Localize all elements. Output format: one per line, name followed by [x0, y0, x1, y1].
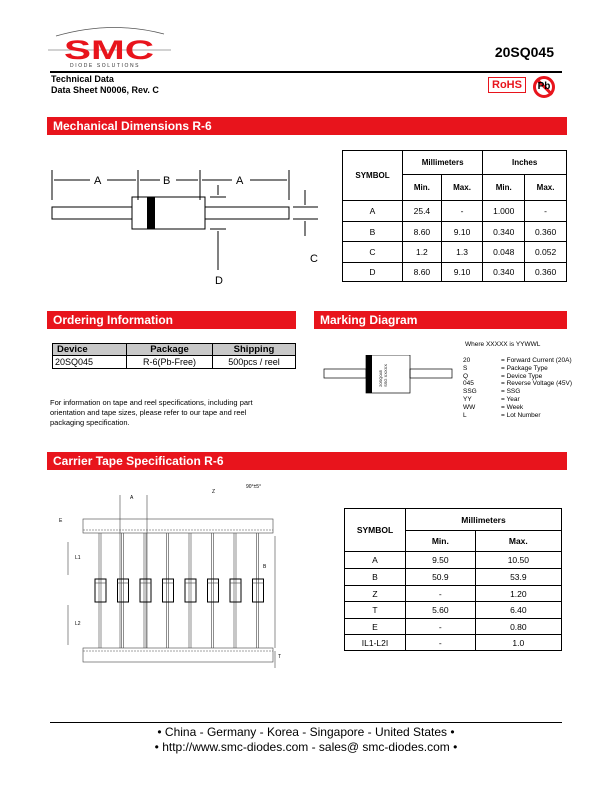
svg-text:DIODE SOLUTIONS: DIODE SOLUTIONS: [70, 63, 141, 69]
dim-label-b: B: [163, 175, 171, 187]
table-row: A 9.50 10.50: [345, 552, 562, 569]
marking-diagram-heading: Marking Diagram: [314, 311, 567, 329]
legend-item: Q = Device Type: [463, 372, 543, 380]
ordering-note: For information on tape and reel specifications, including part orientation and tape sizes, please refer to our tape and reel packaging specification.: [50, 398, 253, 427]
taped-diode: [95, 533, 106, 648]
mechanical-dimensions-heading: Mechanical Dimensions R-6: [47, 117, 567, 135]
col-device: Device: [53, 344, 127, 356]
rohs-badge: RoHS: [488, 77, 526, 93]
legend-item: WW = Week: [463, 403, 524, 411]
dim-label-a2: A: [236, 175, 244, 187]
legend-item: 20 = Forward Current (20A): [463, 357, 572, 364]
taped-diode: [208, 533, 219, 648]
carrier-tape-drawing: [50, 480, 295, 670]
r6-dimension-drawing: [50, 160, 335, 290]
legend-item: S = Package Type: [463, 364, 548, 372]
footer-rule: [50, 722, 562, 723]
taped-diode: [253, 533, 264, 648]
label-a: A: [130, 495, 134, 501]
table-row: IL1-L2I - 1.0: [345, 635, 562, 651]
pb-label: Pb: [537, 81, 551, 92]
part-number: 20SQ045: [494, 44, 554, 60]
svg-text:SMC: SMC: [64, 35, 154, 65]
col-max: Max.: [475, 531, 561, 552]
legend-item: YY = Year: [463, 395, 520, 403]
carrier-tape-heading: Carrier Tape Specification R-6: [47, 452, 567, 470]
table-row: D 8.60 9.10 0.340 0.360: [343, 263, 567, 282]
technical-data-label: Technical Data: [51, 74, 114, 84]
col-millimeters: Millimeters: [406, 509, 562, 531]
dimensions-table: [342, 150, 567, 282]
col-symbol: SYMBOL: [343, 151, 403, 201]
label-l1: L1: [75, 555, 81, 561]
taped-diode: [140, 533, 151, 648]
footer-locations: • China - Germany - Korea - Singapore - United States •: [157, 725, 455, 739]
col-min: Min.: [403, 175, 442, 201]
label-b: B: [263, 564, 267, 570]
col-max: Max.: [525, 175, 567, 201]
table-row: 20SQ045 R-6(Pb-Free) 500pcs / reel: [53, 356, 296, 369]
dim-label-a1: A: [94, 175, 102, 187]
taped-diode: [118, 533, 129, 648]
data-sheet-label: Data Sheet N0006, Rev. C: [51, 85, 159, 95]
dim-label-d: D: [215, 275, 223, 287]
table-row: C 1.2 1.3 0.048 0.052: [343, 242, 567, 263]
taped-diode: [230, 533, 241, 648]
table-row: B 50.9 53.9: [345, 569, 562, 586]
taped-diode: [163, 533, 174, 648]
dim-label-c: C: [310, 253, 318, 265]
col-shipping: Shipping: [213, 344, 296, 356]
carrier-table: [344, 508, 562, 651]
col-min: Min.: [406, 531, 476, 552]
col-max: Max.: [441, 175, 483, 201]
footer-contact[interactable]: • http://www.smc-diodes.com - sales@ smc-diodes.com •: [154, 740, 458, 754]
table-row: A 25.4 - 1.000 -: [343, 201, 567, 222]
legend-item: 045 = Reverse Voltage (45V): [463, 380, 572, 388]
marking-where: Where XXXXX is YYWWL: [465, 341, 541, 348]
pb-free-icon: [533, 76, 555, 98]
marking-legend: [463, 357, 572, 419]
ordering-information-heading: Ordering Information: [47, 311, 296, 329]
marking-diode-drawing: [323, 355, 453, 395]
legend-item: SSG = SSG: [463, 388, 521, 396]
col-millimeters: Millimeters: [403, 151, 483, 175]
table-row: Z - 1.20: [345, 586, 562, 602]
legend-item: L = Lot Number: [463, 411, 541, 419]
label-e: E: [59, 518, 63, 524]
label-t: T: [278, 654, 282, 660]
col-package: Package: [127, 344, 213, 356]
table-row: T 5.60 6.40: [345, 602, 562, 619]
label-angle: 90°±5°: [246, 484, 262, 490]
col-min: Min.: [483, 175, 525, 201]
marking-body-text: 20SQ045 SSG XXXXX: [378, 364, 388, 387]
header-rule: [50, 71, 562, 73]
col-symbol: SYMBOL: [345, 509, 406, 552]
label-z: Z: [212, 489, 216, 495]
table-row: E - 0.80: [345, 619, 562, 635]
table-row: B 8.60 9.10 0.340 0.360: [343, 222, 567, 242]
smc-logo: [46, 26, 171, 70]
col-inches: Inches: [483, 151, 567, 175]
label-l2: L2: [75, 621, 81, 627]
taped-diode: [185, 533, 196, 648]
ordering-table: [52, 343, 296, 369]
